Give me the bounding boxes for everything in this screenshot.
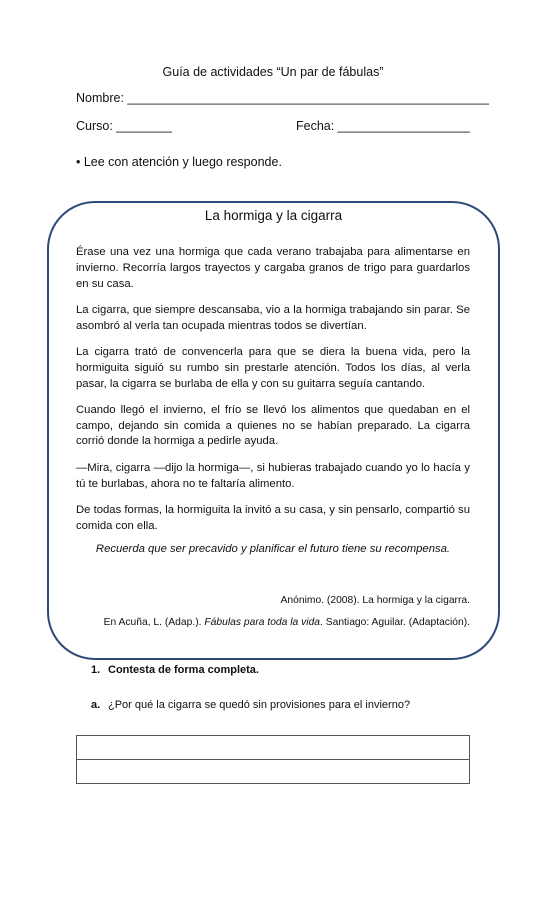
citation-prefix: En Acuña, L. (Adap.). — [103, 617, 205, 628]
subquestion-letter: a. — [91, 699, 101, 711]
story-moral: Recuerda que ser precavido y planificar el futuro tiene su recompensa. — [95, 543, 451, 555]
citation-author: Anónimo. (2008). La hormiga y la cigarra. — [280, 595, 470, 606]
story-paragraph-6: De todas formas, la hormiguita la invitó a su casa, y sin pensarlo, compartió su comida con ella. — [76, 503, 470, 532]
question-number: 1. — [91, 664, 101, 676]
citation-suffix: . Santiago: Aguilar. (Adaptación). — [320, 617, 470, 628]
answer-line-1[interactable] — [77, 736, 470, 760]
name-field: Nombre: ____________________________________________________ — [76, 91, 489, 105]
worksheet-title: Guía de actividades “Un par de fábulas” — [162, 65, 384, 79]
story-title: La hormiga y la cigarra — [204, 208, 343, 223]
citation-source — [76, 617, 470, 628]
story-paragraph-3: La cigarra trató de convencerla para que se diera la buena vida, pero la hormiguita siguió su rumbo sin prestarle atención. Todos los días, al verla pasar, la cigarra se burlaba de ella y con su guitarra seguía cantando. — [76, 345, 470, 390]
date-field: Fecha: ___________________ — [296, 119, 470, 133]
story-paragraph-4: Cuando llegó el invierno, el frío se llevó los alimentos que quedaban en el campo, dejando sin comida a quienes no se habían preparado. La cigarra corrió donde la hormiga a pedirle ayuda. — [76, 403, 470, 448]
instruction-text: • Lee con atención y luego responde. — [76, 155, 282, 169]
subquestion-text: ¿Por qué la cigarra se quedó sin provisiones para el invierno? — [108, 699, 411, 711]
story-paragraph-2: La cigarra, que siempre descansaba, vio a la hormiga trabajando sin parar. Se asombró al verla tan ocupada mientras todos se divertían. — [76, 303, 470, 332]
story-paragraph-5: —Mira, cigarra —dijo la hormiga—, si hubieras trabajado cuando yo lo hacía y tú te burlabas, ahora no te faltaría alimento. — [76, 461, 470, 490]
story-paragraph-1: Érase una vez una hormiga que cada verano trabajaba para alimentarse en invierno. Recorría largos trayectos y cargaba granos de trigo para guardarlos en su casa. — [76, 246, 470, 290]
answer-lines — [76, 735, 470, 784]
question-heading: Contesta de forma completa. — [108, 664, 259, 676]
story-body — [76, 245, 470, 545]
answer-line-2[interactable] — [77, 760, 470, 784]
citation-book-title: Fábulas para toda la vida — [204, 617, 321, 628]
course-field: Curso: ________ — [76, 119, 172, 133]
